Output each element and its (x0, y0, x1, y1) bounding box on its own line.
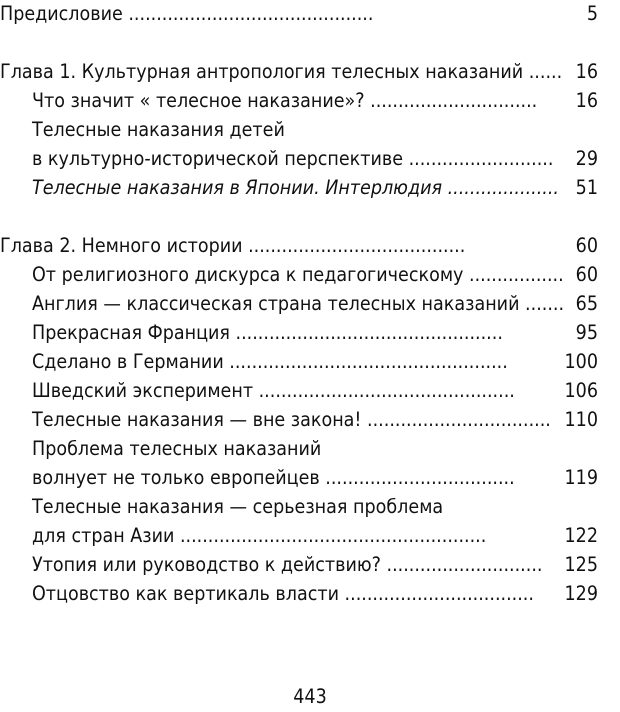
toc-entry-title: Англия — классическая страна телесных наказаний ....... (32, 292, 565, 315)
toc-entry (32, 116, 598, 144)
toc-entry-title: Телесные наказания — серьезная проблема (32, 495, 444, 518)
toc-entry-title: Отцовство как вертикаль власти .................................. (32, 582, 534, 605)
toc-entry (32, 464, 598, 492)
toc-chapter-title: Глава 2. Немного истории ....................................... (0, 234, 466, 257)
toc-entry (32, 493, 598, 521)
toc-entry-page: 29 (575, 147, 598, 170)
toc-entry-title: Сделано в Германии .................................................. (32, 350, 508, 373)
toc-entry-page: 51 (575, 176, 598, 199)
toc-entry-page: 100 (564, 350, 598, 373)
page-number: 443 (293, 685, 327, 708)
toc-entry-page: 125 (564, 553, 598, 576)
toc-chapter-2 (0, 232, 598, 260)
toc-entry (32, 377, 598, 405)
toc-entry (32, 522, 598, 550)
toc-entry-page: 122 (564, 524, 598, 547)
toc-entry-page: 60 (575, 234, 598, 257)
toc-chapter-1 (0, 58, 598, 86)
toc-entry-page: 60 (575, 263, 598, 286)
toc-entry-title: Что значит « телесное наказание»? .............................. (32, 89, 538, 112)
toc-entry-page: 106 (564, 379, 598, 402)
toc-entry-preface (0, 0, 598, 28)
toc-entry (32, 319, 598, 347)
toc-entry (32, 551, 598, 579)
toc-entry-title: для стран Азии ....................................................... (32, 524, 487, 547)
toc-entry-title: Утопия или руководство к действию? ............................ (32, 553, 543, 576)
toc-entry (32, 580, 598, 608)
toc-entry (32, 348, 598, 376)
toc-entry (32, 435, 598, 463)
toc-entry-title: Проблема телесных наказаний (32, 437, 322, 460)
toc-entry-title: Прекрасная Франция ................................................ (32, 321, 503, 344)
toc-entry-title: Телесные наказания — вне закона! ................................. (32, 408, 551, 431)
toc-entry-title: Телесные наказания детей (32, 118, 285, 141)
toc-entry-page: 65 (575, 292, 598, 315)
toc-entry-page: 16 (575, 89, 598, 112)
toc-entry (32, 261, 598, 289)
toc-entry-title: Шведский эксперимент .............................................. (32, 379, 515, 402)
toc-entry-title: Предисловие ............................................ (0, 2, 374, 25)
toc-entry-page: 110 (564, 408, 598, 431)
toc-entry (32, 145, 598, 173)
toc-entry (32, 290, 598, 318)
toc-entry-interlude (32, 174, 598, 202)
toc-entry-page: 16 (575, 60, 598, 83)
toc-entry-title: волнует не только европейцев .................................. (32, 466, 515, 489)
toc-entry-page: 129 (564, 582, 598, 605)
toc-entry-title: Телесные наказания в Японии. Интерлюдия .................... (32, 176, 559, 199)
toc-entry-title: в культурно-исторической перспективе .......................... (32, 147, 554, 170)
toc-entry-page: 95 (575, 321, 598, 344)
toc-entry (32, 406, 598, 434)
toc-entry-page: 119 (564, 466, 598, 489)
toc-entry-page: 5 (586, 2, 598, 25)
toc-entry (32, 87, 598, 115)
toc-entry-title: От религиозного дискурса к педагогическому ................. (32, 263, 564, 286)
toc-chapter-title: Глава 1. Культурная антропология телесных наказаний ...... (0, 60, 563, 83)
